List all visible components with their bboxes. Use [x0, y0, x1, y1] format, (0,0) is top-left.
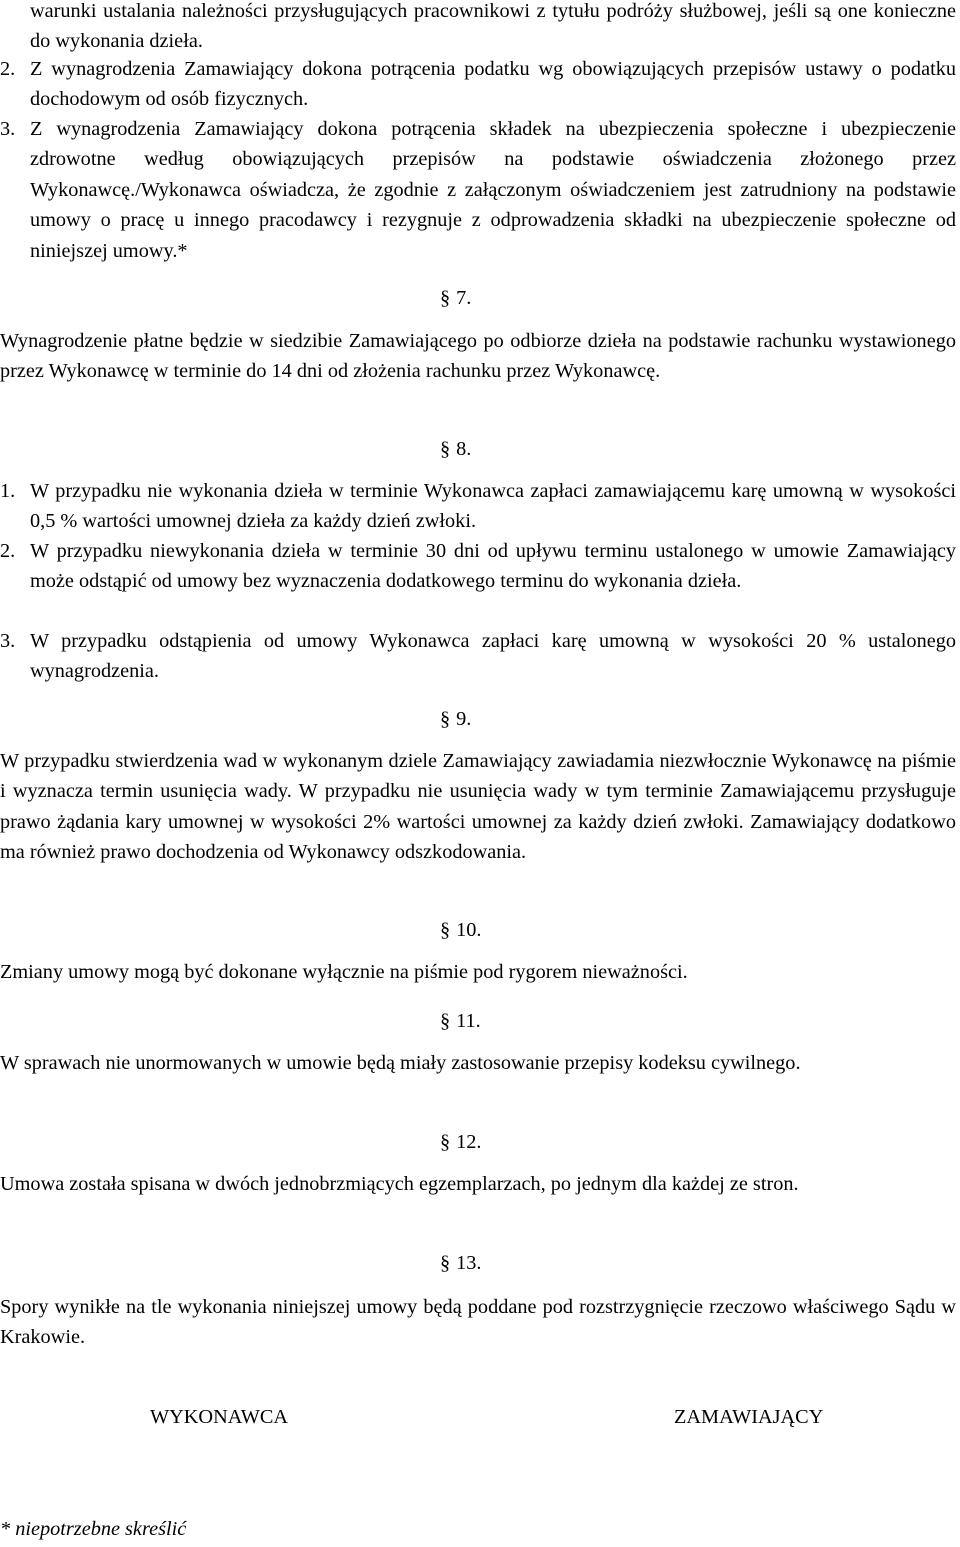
list-item [0, 626, 956, 687]
section-11-paragraph: W sprawach nie unormowanych w umowie będą miały zastosowanie przepisy kodeksu cywilnego. [0, 1052, 801, 1074]
list-item [0, 536, 956, 597]
footnote: * niepotrzebne skreślić [0, 1518, 187, 1540]
list-item-number: 3. [0, 630, 16, 652]
section-number: 7. [456, 287, 472, 309]
list-item [0, 114, 956, 266]
paragraph-continuation [0, 0, 956, 57]
section-symbol: § [440, 1010, 451, 1032]
section-7-paragraph: Wynagrodzenie płatne będzie w siedzibie Zamawiającego po odbiorze dzieła na podstawie rachunku wystawionego przez Wykonawcę w terminie do 14 dni od złożenia rachunku przez Wykonawcę. [0, 330, 956, 383]
section-symbol: § [440, 1252, 451, 1274]
section-heading-11 [440, 1006, 560, 1036]
section-symbol: § [440, 438, 451, 460]
list-item-number: 2. [0, 58, 16, 80]
section-12-paragraph: Umowa została spisana w dwóch jednobrzmiących egzemplarzach, po jednym dla każdej ze stron. [0, 1173, 799, 1195]
section-symbol: § [440, 708, 451, 730]
list-item-text: W przypadku niewykonania dzieła w terminie 30 dni od upływu terminu ustalonego w umowie Zamawiający może odstąpić od umowy bez wyznaczenia dodatkowego terminu do wykonania dzieła. [30, 540, 956, 593]
list-item-text: Z wynagrodzenia Zamawiający dokona potrącenia składek na ubezpieczenia społeczne i ubezpieczenie zdrowotne według obowiązujących przepisów na podstawie oświadczenia złożonego przez Wykonawcę./Wykonawca oświadcza, że zgodnie z załączonym oświadczeniem jest zatrudniony na podstawie umowy o pracę u innego pracodawcy i rezygnuje z odprowadzenia składki na ubezpieczenie społeczne od niniejszej umowy.* [30, 118, 956, 262]
list-item-number: 3. [0, 118, 16, 140]
section-13-paragraph: Spory wynikłe na tle wykonania niniejszej umowy będą poddane pod rozstrzygnięcie rzeczowo właściwego Sądu w Krakowie. [0, 1296, 956, 1349]
section-heading-13 [440, 1248, 560, 1278]
section-number: 10. [456, 919, 482, 941]
section-heading-10 [440, 915, 560, 945]
list-item-number: 1. [0, 480, 16, 502]
section-number: 13. [456, 1252, 482, 1274]
signature-label-contractor: WYKONAWCA [150, 1406, 289, 1428]
signature-label-client: ZAMAWIAJĄCY [674, 1406, 824, 1428]
section-number: 8. [456, 438, 472, 460]
list-item-text: W przypadku odstąpienia od umowy Wykonawca zapłaci karę umowną w wysokości 20 % ustalonego wynagrodzenia. [30, 630, 956, 683]
section-heading-8 [440, 434, 560, 464]
list-item [0, 54, 956, 115]
section-number: 12. [456, 1131, 482, 1153]
section-symbol: § [440, 1131, 451, 1153]
section-number: 11. [456, 1010, 481, 1032]
section-heading-12 [440, 1127, 560, 1157]
continuation-text: warunki ustalania należności przysługujących pracownikowi z tytułu podróży służbowej, jeśli są one konieczne do wykonania dzieła. [30, 0, 956, 53]
section-symbol: § [440, 919, 451, 941]
section-9-paragraph: W przypadku stwierdzenia wad w wykonanym dziele Zamawiający zawiadamia niezwłocznie Wykonawcę na piśmie i wyznacza termin usunięcia wady. W przypadku nie usunięcia wady w tym terminie Zamawiającemu przysługuje prawo żądania kary umownej w wysokości 2% wartości umownej za każdy dzień zwłoki. Zamawiający dodatkowo ma również prawo dochodzenia od Wykonawcy odszkodowania. [0, 750, 956, 864]
list-item-text: Z wynagrodzenia Zamawiający dokona potrącenia podatku wg obowiązujących przepisów ustawy o podatku dochodowym od osób fizycznych. [30, 58, 956, 111]
list-item-number: 2. [0, 540, 16, 562]
list-item-text: W przypadku nie wykonania dzieła w terminie Wykonawca zapłaci zamawiającemu karę umowną w wysokości 0,5 % wartości umownej dzieła za każdy dzień zwłoki. [30, 480, 956, 533]
section-symbol: § [440, 287, 451, 309]
section-heading-7 [440, 283, 560, 313]
section-number: 9. [456, 708, 472, 730]
list-item [0, 476, 956, 537]
section-10-paragraph: Zmiany umowy mogą być dokonane wyłącznie na piśmie pod rygorem nieważności. [0, 961, 688, 983]
section-heading-9 [440, 704, 560, 734]
